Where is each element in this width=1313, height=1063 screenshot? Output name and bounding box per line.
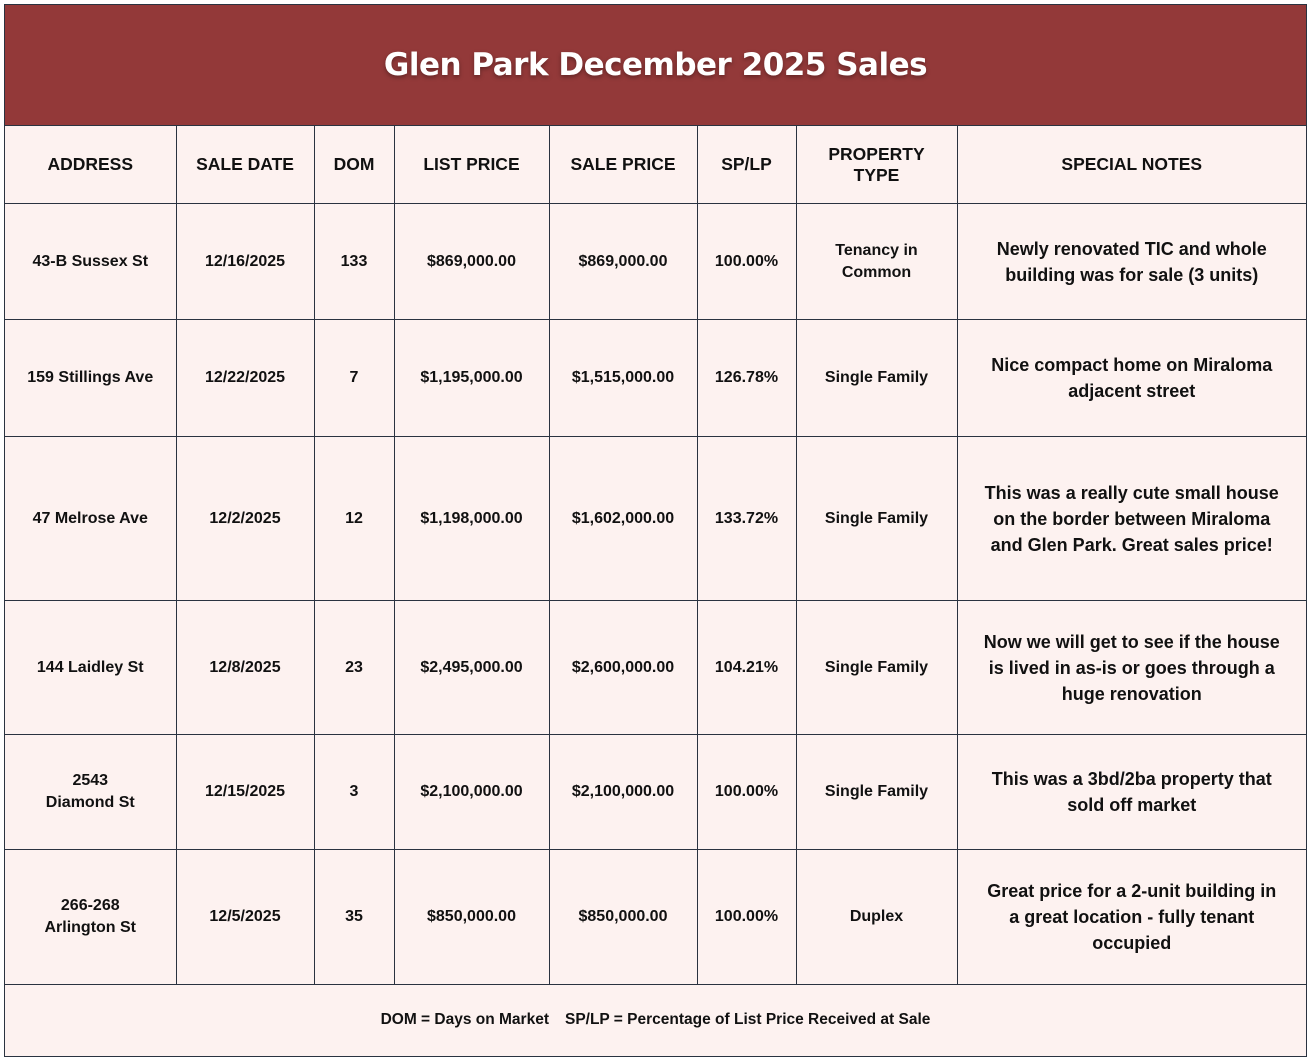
cell-dom: 3: [314, 735, 394, 850]
report-title: Glen Park December 2025 Sales: [383, 47, 928, 83]
cell-property-type: Duplex: [796, 850, 957, 985]
cell-property-type: Single Family: [796, 320, 957, 437]
table-row: [5, 204, 1306, 320]
cell-property-type: Tenancy in Common: [796, 204, 957, 320]
cell-sale-date: 12/8/2025: [176, 601, 314, 735]
cell-dom: 7: [314, 320, 394, 437]
cell-property-type: Single Family: [796, 735, 957, 850]
cell-address: 43-B Sussex St: [5, 204, 176, 320]
col-header-sp-lp: SP/LP: [697, 126, 796, 204]
cell-sale-date: 12/16/2025: [176, 204, 314, 320]
cell-sp-lp: 104.21%: [697, 601, 796, 735]
cell-sale-date: 12/2/2025: [176, 437, 314, 601]
cell-sp-lp: 100.00%: [697, 850, 796, 985]
col-header-dom: DOM: [314, 126, 394, 204]
header-row: [5, 126, 1306, 204]
cell-special-notes: Nice compact home on Miraloma adjacent street: [957, 320, 1306, 437]
cell-sp-lp: 100.00%: [697, 735, 796, 850]
cell-sp-lp: 133.72%: [697, 437, 796, 601]
cell-special-notes: Now we will get to see if the house is lived in as-is or goes through a huge renovation: [957, 601, 1306, 735]
table-row: [5, 850, 1306, 985]
cell-sale-price: $2,100,000.00: [549, 735, 697, 850]
cell-address: 266-268 Arlington St: [5, 850, 176, 985]
cell-address: 2543 Diamond St: [5, 735, 176, 850]
table-row: [5, 601, 1306, 735]
legend-footer: [5, 983, 1306, 1056]
sales-table: [5, 125, 1306, 985]
cell-sale-price: $850,000.00: [549, 850, 697, 985]
cell-list-price: $1,195,000.00: [394, 320, 549, 437]
cell-list-price: $1,198,000.00: [394, 437, 549, 601]
table-row: [5, 735, 1306, 850]
cell-dom: 23: [314, 601, 394, 735]
cell-dom: 133: [314, 204, 394, 320]
table-row: [5, 320, 1306, 437]
cell-sale-price: $2,600,000.00: [549, 601, 697, 735]
cell-sp-lp: 126.78%: [697, 320, 796, 437]
cell-address: 47 Melrose Ave: [5, 437, 176, 601]
cell-sale-date: 12/5/2025: [176, 850, 314, 985]
col-header-list-price: LIST PRICE: [394, 126, 549, 204]
cell-dom: 12: [314, 437, 394, 601]
table-row: [5, 437, 1306, 601]
cell-special-notes: This was a really cute small house on the border between Miraloma and Glen Park. Great sales price!: [957, 437, 1306, 601]
sales-report: [4, 4, 1307, 1057]
cell-special-notes: Newly renovated TIC and whole building was for sale (3 units): [957, 204, 1306, 320]
cell-property-type: Single Family: [796, 437, 957, 601]
cell-sale-price: $1,515,000.00: [549, 320, 697, 437]
col-header-sale-date: SALE DATE: [176, 126, 314, 204]
cell-sale-price: $1,602,000.00: [549, 437, 697, 601]
cell-address: 144 Laidley St: [5, 601, 176, 735]
splp-definition: SP/LP = Percentage of List Price Received at Sale: [564, 1010, 931, 1028]
cell-dom: 35: [314, 850, 394, 985]
cell-special-notes: This was a 3bd/2ba property that sold off market: [957, 735, 1306, 850]
col-header-sale-price: SALE PRICE: [549, 126, 697, 204]
cell-special-notes: Great price for a 2-unit building in a great location - fully tenant occupied: [957, 850, 1306, 985]
dom-definition: DOM = Days on Market: [380, 1010, 549, 1028]
cell-sale-date: 12/22/2025: [176, 320, 314, 437]
cell-sale-date: 12/15/2025: [176, 735, 314, 850]
cell-sp-lp: 100.00%: [697, 204, 796, 320]
cell-property-type: Single Family: [796, 601, 957, 735]
cell-list-price: $2,100,000.00: [394, 735, 549, 850]
cell-list-price: $850,000.00: [394, 850, 549, 985]
cell-list-price: $2,495,000.00: [394, 601, 549, 735]
title-banner: [5, 5, 1306, 126]
cell-address: 159 Stillings Ave: [5, 320, 176, 437]
col-header-address: ADDRESS: [5, 126, 176, 204]
cell-sale-price: $869,000.00: [549, 204, 697, 320]
col-header-special-notes: SPECIAL NOTES: [957, 126, 1306, 204]
cell-list-price: $869,000.00: [394, 204, 549, 320]
col-header-property-type: PROPERTY TYPE: [796, 126, 957, 204]
